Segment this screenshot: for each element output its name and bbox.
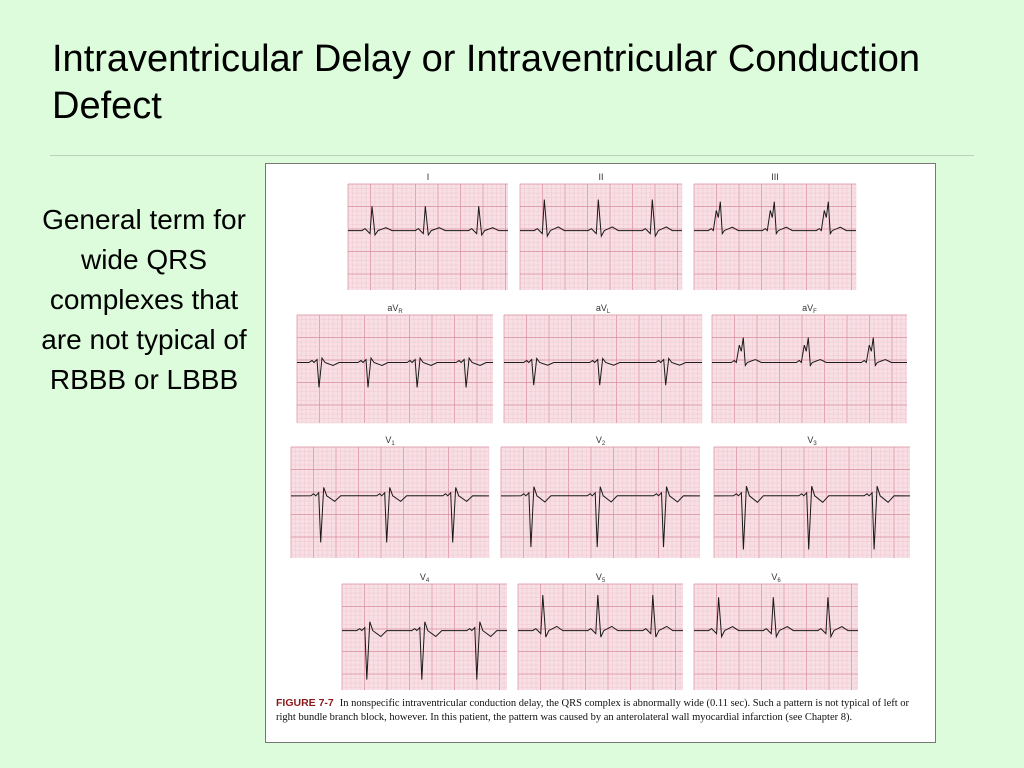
lead-label: $aV_F$ [802,303,817,315]
definition-text: General term for wide QRS complexes that are not typical of RBBB or LBBB [41,204,247,395]
lead-label: $V_1$ [385,435,395,447]
lead-panel-V1 [291,435,489,558]
lead-panel-II [520,172,682,290]
lead-label: III [771,172,779,182]
lead-panel-V4 [342,572,507,690]
figure-caption-label: FIGURE 7-7 [276,697,334,709]
title-divider [50,155,974,156]
lead-panel-V2 [501,435,700,558]
lead-label: $V_4$ [419,572,430,584]
slide-title: Intraventricular Delay or Intraventricular Conduction Defect [52,38,921,127]
lead-label: II [598,172,604,182]
lead-label: I [426,172,430,182]
figure-caption-text: In nonspecific intraventricular conduction delay, the QRS complex is abnormally wide (0.11 sec). Such a pattern is not typical of left or right bundle branch block, however. In this patient, the pattern was caused by an anterolateral wall myocardial infarction (see Chapter 8). [276,698,910,723]
lead-label: $V_2$ [595,435,606,447]
lead-label: $V_6$ [771,572,781,584]
lead-panel-aVR [297,303,493,423]
lead-panel-V3 [714,435,910,558]
ecg-leads-diagram [266,164,935,694]
lead-panel-III [694,172,856,290]
lead-panel-V6 [694,572,858,690]
lead-panel-aVF [712,303,907,423]
ecg-figure [265,163,936,743]
lead-panel-V5 [518,572,683,690]
lead-panel-aVL [504,303,702,423]
lead-label: $V_5$ [595,572,606,584]
lead-label: $aV_R$ [387,303,403,315]
lead-label: $aV_L$ [595,303,611,315]
lead-label: $V_3$ [807,435,817,447]
lead-panel-I [348,172,508,290]
figure-caption [276,696,926,725]
